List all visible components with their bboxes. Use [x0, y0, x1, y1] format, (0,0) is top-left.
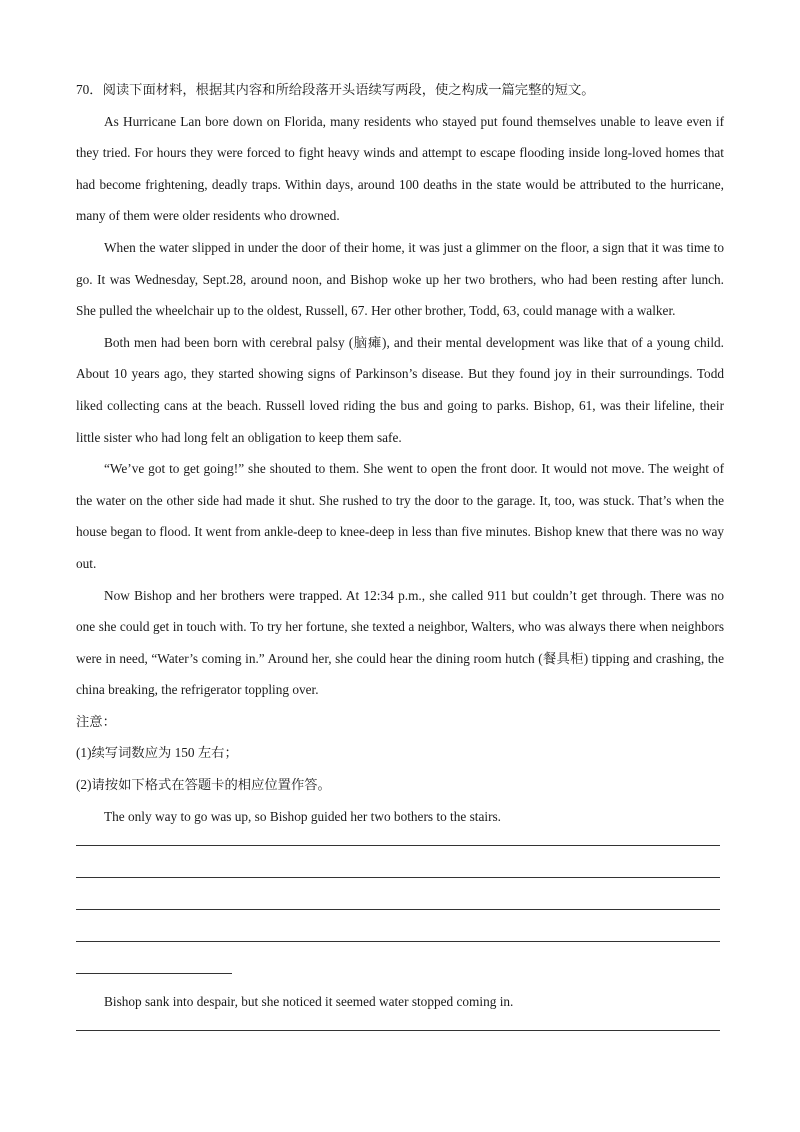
notes-title: 注意： — [76, 713, 116, 729]
note-item: (1)续写词数应为 150 左右； — [76, 745, 238, 761]
passage-paragraph: As Hurricane Lan bore down on Florida, many residents who stayed put found themselves unable to leave even if they tried. For hours they were forced to fight heavy winds and attempt to escape flooding inside long-loved homes that had become frightening, deadly traps. Within days, around 100 deaths in the state would be attributed to the hurricane, many of them were older residents who drowned. — [76, 113, 724, 224]
answer-line — [76, 1030, 720, 1031]
exam-page — [76, 74, 724, 1031]
passage-paragraph: “We’ve got to get going!” she shouted to them. She went to open the front door. It would not move. The weight of the water on the other side had made it shut. She rushed to try the door to the garage. It, too, was stuck. That’s when the house began to flood. It went from ankle-deep to knee-deep in less than five minutes. Bishop knew that there was no way out. — [76, 461, 724, 571]
continuation-prompt-2: Bishop sank into despair, but she noticed it seemed water stopped coming in. — [104, 994, 514, 1010]
question-heading: 70．阅读下面材料，根据其内容和所给段落开头语续写两段，使之构成一篇完整的短文。 — [76, 82, 595, 97]
passage-paragraph: Now Bishop and her brothers were trapped. At 12:34 p.m., she called 911 but couldn’t get through. There was no one she could get in touch with. To try her fortune, she texted a neighbor, Walters, who was always there when neighbors were in need, “Water’s coming in.” Around her, she could hear the dining room hutch (餐具柜) tipping and crashing, the china breaking, the refrigerator toppling over. — [76, 587, 724, 698]
continuation-prompt-1: The only way to go was up, so Bishop guided her two bothers to the stairs. — [104, 808, 502, 824]
passage-paragraph: Both men had been born with cerebral palsy (脑瘫), and their mental development was like that of a young child. About 10 years ago, they started showing signs of Parkinson’s disease. But they found joy in their surroundings. Todd liked collecting cans at the beach. Russell loved riding the bus and going to parks. Bishop, 61, was their lifeline, their little sister who had long felt an obligation to keep them safe. — [76, 334, 724, 445]
note-item: (2)请按如下格式在答题卡的相应位置作答。 — [76, 777, 331, 793]
passage-paragraph: When the water slipped in under the door of their home, it was just a glimmer on the floor, a sign that it was time to go. It was Wednesday, Sept.28, around noon, and Bishop woke up her two brothers, who had been resting after lunch. She pulled the wheelchair up to the oldest, Russell, 67. Her other brother, Todd, 63, could manage with a walker. — [76, 239, 724, 319]
